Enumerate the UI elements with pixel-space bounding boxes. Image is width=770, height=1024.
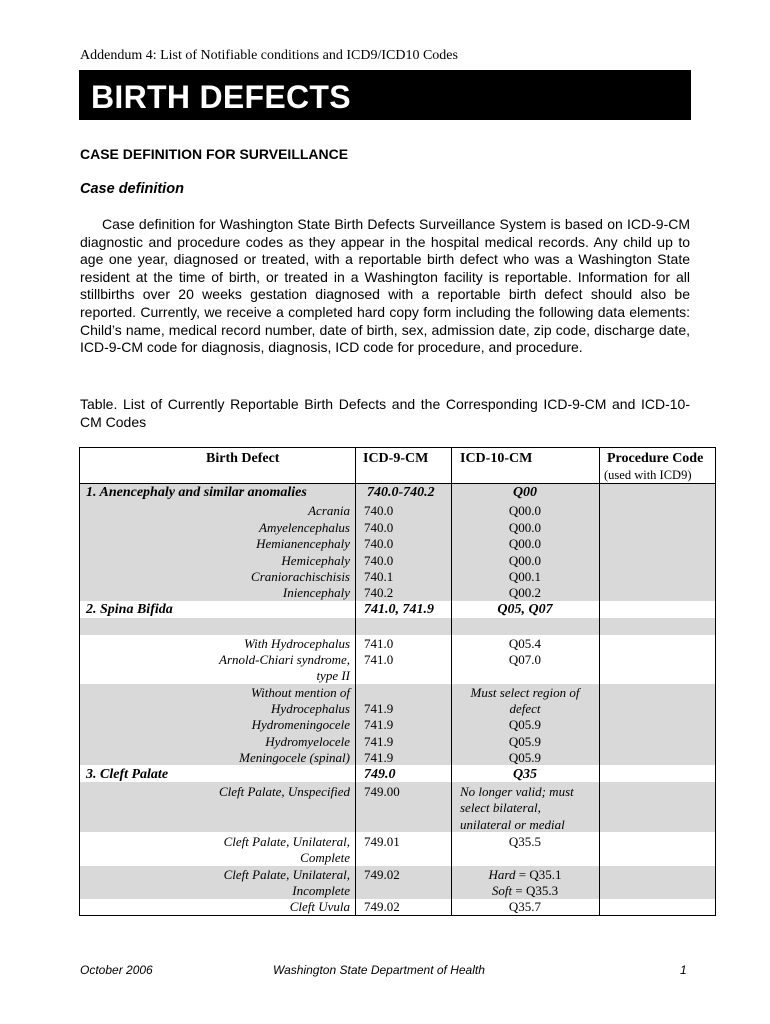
defect-name: With Hydrocephalus (243, 636, 350, 651)
header-birth-defect: Birth Defect (206, 451, 280, 466)
icd10-hard-soft: Hard = Q35.1 (488, 867, 562, 882)
icd10-code: Q35.7 (508, 899, 542, 914)
icd10-code: Q07.0 (508, 652, 542, 667)
shade-band (80, 618, 715, 635)
icd10-note: Must select region of (470, 685, 580, 700)
footer-date: October 2006 (80, 963, 153, 977)
header-icd10: ICD-10-CM (460, 451, 533, 466)
icd9-code: 749.02 (364, 867, 400, 882)
shade-band (80, 500, 715, 601)
icd10-note: defect (509, 701, 541, 716)
icd9-code: 740.0 (364, 536, 394, 551)
icd10-code: Q00.1 (508, 569, 542, 584)
defect-name: Hemicephaly (281, 553, 350, 568)
header-divider (80, 483, 715, 484)
icd9-code: 740.0 (364, 520, 394, 535)
icd9-code: 740.0 (364, 553, 394, 568)
defect-name: Hemianencephaly (256, 536, 350, 551)
defect-name-cont: type II (316, 668, 350, 683)
header-icd9: ICD-9-CM (363, 451, 429, 466)
footer-page-number: 1 (680, 963, 687, 977)
icd9-code: 740.0 (364, 503, 394, 518)
soft-label: Soft (491, 883, 513, 898)
icd10-code: Q00.2 (508, 585, 542, 600)
icd10-note: select bilateral, (460, 800, 541, 815)
icd10-code: Q35.5 (508, 834, 542, 849)
icd9-code: 749.00 (364, 784, 400, 799)
section-title: 3. Cleft Palate (86, 767, 169, 782)
defect-name: Amyelencephalus (259, 520, 350, 535)
section-icd10: Q35 (512, 767, 538, 782)
defect-name: Craniorachischisis (251, 569, 350, 584)
icd10-code: Q00.0 (508, 553, 542, 568)
section-title: 1. Anencephaly and similar anomalies (86, 485, 307, 500)
birth-defects-table (79, 447, 716, 916)
section-heading: CASE DEFINITION FOR SURVEILLANCE (80, 146, 349, 162)
title-banner (79, 70, 691, 120)
icd9-code: 749.01 (364, 834, 400, 849)
defect-name-cont: Complete (300, 850, 350, 865)
case-definition-paragraph: Case definition for Washington State Birth Defects Surveillance System is based on ICD-9-CM diagnostic and procedure codes as they appear in the hospital medical records. Any child up to age one year, diagnosed or treated, with a reportable birth defect who was a Washington State resident at the time of birth, or treated in a Washington facility is reportable. Information for all stillbirths over 20 weeks gestation diagnosed with a reportable birth defect should also be reported. Currently, we receive a completed hard copy form including the following data elements: Child’s name, medical record number, date of birth, sex, admission date, zip code, discharge date, ICD-9-CM code for diagnosis, diagnosis, ICD code for procedure, and procedure. (80, 216, 690, 356)
banner-title: BIRTH DEFECTS (91, 79, 351, 115)
defect-name: Cleft Palate, Unilateral, (223, 867, 350, 882)
section-icd9: 740.0-740.2 (367, 485, 435, 500)
header-procedure-code: Procedure Code (607, 451, 704, 466)
header-procedure-sub: (used with ICD9) (604, 468, 692, 482)
defect-name-cont: Incomplete (292, 883, 350, 898)
icd9-code: 741.9 (364, 701, 394, 716)
defect-name: Cleft Palate, Unilateral, (223, 834, 350, 849)
defect-name: Iniencephaly (282, 585, 350, 600)
icd10-hard-soft: Soft = Q35.3 (491, 883, 559, 898)
footer-org: Washington State Department of Health (273, 963, 485, 977)
defect-name: Cleft Palate, Unspecified (218, 784, 350, 799)
table-caption: Table. List of Currently Reportable Birth Defects and the Corresponding ICD-9-CM and ICD-10-CM Codes (80, 396, 690, 430)
icd9-code: 741.9 (364, 734, 394, 749)
icd9-code: 741.9 (364, 717, 394, 732)
subheading: Case definition (80, 181, 184, 197)
defect-name: Hydromeningocele (251, 717, 350, 732)
soft-code: Q35.3 (525, 883, 559, 898)
addendum-header: Addendum 4: List of Notifiable conditions and ICD9/ICD10 Codes (80, 48, 458, 63)
hard-code: Q35.1 (529, 867, 562, 882)
section-icd10: Q05, Q07 (497, 602, 553, 617)
defect-name: Cleft Uvula (289, 899, 350, 914)
icd9-code: 741.0 (364, 636, 394, 651)
defect-name: Meningocele (spinal) (239, 750, 350, 765)
icd9-code: 741.0 (364, 652, 394, 667)
icd10-note: unilateral or medial (460, 817, 565, 832)
defect-name: Hydrocephalus (271, 701, 350, 716)
column-divider (355, 448, 356, 915)
icd10-note: No longer valid; must (460, 784, 574, 799)
icd10-code: Q00.0 (508, 520, 542, 535)
icd10-code: Q00.0 (508, 503, 542, 518)
icd9-code: 741.9 (364, 750, 394, 765)
section-icd10: Q00 (512, 485, 538, 500)
defect-name: Without mention of (251, 685, 350, 700)
section-icd9: 741.0, 741.9 (364, 602, 434, 617)
hard-label: Hard (488, 867, 516, 882)
icd9-code: 749.02 (364, 899, 400, 914)
defect-name: Hydromyelocele (265, 734, 350, 749)
shade-band (80, 684, 715, 765)
section-icd9: 749.0 (364, 767, 396, 782)
icd10-code: Q00.0 (508, 536, 542, 551)
defect-name: Arnold-Chiari syndrome, (219, 652, 350, 667)
icd10-code: Q05.9 (508, 734, 542, 749)
icd10-code: Q05.4 (508, 636, 542, 651)
icd9-code: 740.2 (364, 585, 394, 600)
icd9-code: 740.1 (364, 569, 394, 584)
section-title: 2. Spina Bifida (86, 602, 173, 617)
defect-name: Acrania (308, 503, 350, 518)
icd10-code: Q05.9 (508, 750, 542, 765)
icd10-code: Q05.9 (508, 717, 542, 732)
column-divider (599, 448, 600, 915)
